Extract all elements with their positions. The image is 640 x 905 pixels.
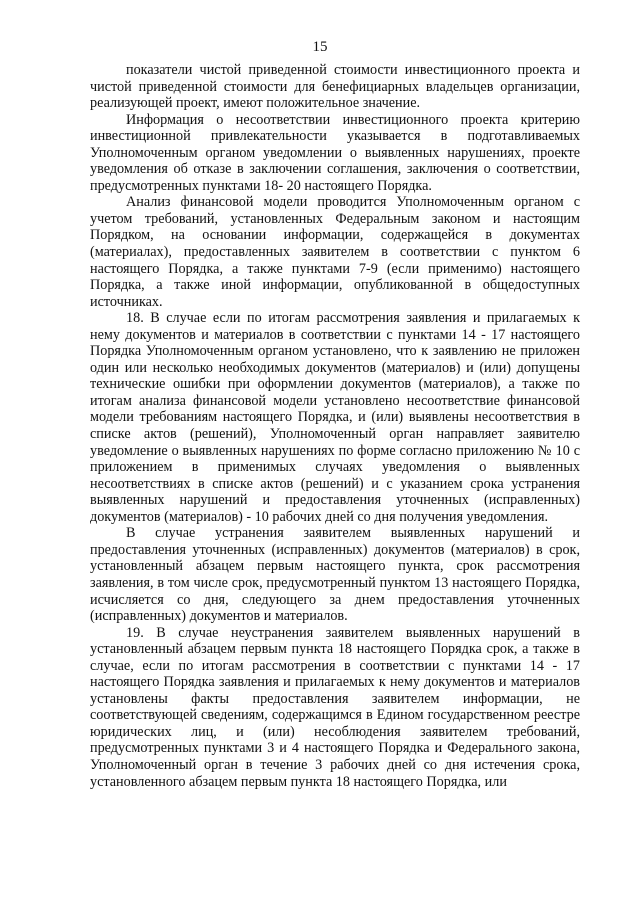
paragraph-continuation: показатели чистой приведенной стоимости инвестиционного проекта и чистой приведенной стоимости для бенефициарных владельцев организации, реализующей проект, имеют положительное значение. bbox=[90, 62, 580, 112]
paragraph-clause-19: 19. В случае неустранения заявителем выявленных нарушений в установленный абзацем первым пункта 18 настоящего Порядка срок, а также в случае, если по итогам рассмотрения в соответствии с пунктами 14 - 17 настоящего Порядка заявления и прилагаемых к нему документов и материалов установлены факты предоставления заявителем информации, не соответствующей сведениям, содержащимся в Едином государственном реестре юридических лиц, и (или) несоблюдения заявителем требований, предусмотренных пунктами 3 и 4 настоящего Порядка и Федерального закона, Уполномоченный орган в течение 3 рабочих дней со дня истечения срока, установленного абзацем первым пункта 18 настоящего Порядка, или bbox=[90, 624, 580, 790]
paragraph-clause-18-remediation: В случае устранения заявителем выявленных нарушений и предоставления уточненных (исправленных) документов (материалов) в срок, установленный абзацем первым настоящего пункта, срок рассмотрения заявления, в том числе срок, предусмотренный пунктом 13 настоящего Порядка, исчисляется со дня, следующего за днем предоставления уточненных (исправленных) документов и материалов. bbox=[90, 525, 580, 625]
document-body bbox=[90, 62, 580, 790]
paragraph-financial-model-analysis: Анализ финансовой модели проводится Уполномоченным органом с учетом требований, установленных Федеральным законом и настоящим Порядком, на основании информации, содержащейся в документах (материалах), предоставленных заявителем в соответствии с пунктом 6 настоящего Порядка, а также пунктами 7-9 (если применимо) настоящего Порядка, а также иной информации, опубликованной в общедоступных источниках. bbox=[90, 194, 580, 310]
paragraph-clause-18: 18. В случае если по итогам рассмотрения заявления и прилагаемых к нему документов и материалов в соответствии с пунктами 14 - 17 настоящего Порядка Уполномоченным органом установлено, что к заявлению не приложен один или несколько необходимых документов (материалов) и (или) допущены технические ошибки при оформлении документов (материалов), а также по итогам анализа финансовой модели установлено несоответствие финансовой модели требованиям настоящего Порядка, и (или) выявлены несоответствия в списке актов (решений), Уполномоченный орган направляет заявителю уведомление о выявленных нарушениях по форме согласно приложению № 10 с приложением в применимых случаях уведомления о выявленных несоответствиях в списке актов (решений) и с указанием срока устранения выявленных нарушений и предоставления уточненных (исправленных) документов (материалов) - 10 рабочих дней со дня получения уведомления. bbox=[90, 310, 580, 525]
page-number: 15 bbox=[312, 39, 328, 55]
paragraph-criterion-info: Информация о несоответствии инвестиционного проекта критерию инвестиционной привлекательности указывается в подготавливаемых Уполномоченным органом уведомлении о выявленных нарушениях, проекте уведомления об отказе в заключении соглашения, заключения о соответствии, предусмотренных пунктами 18- 20 настоящего Порядка. bbox=[90, 111, 580, 194]
